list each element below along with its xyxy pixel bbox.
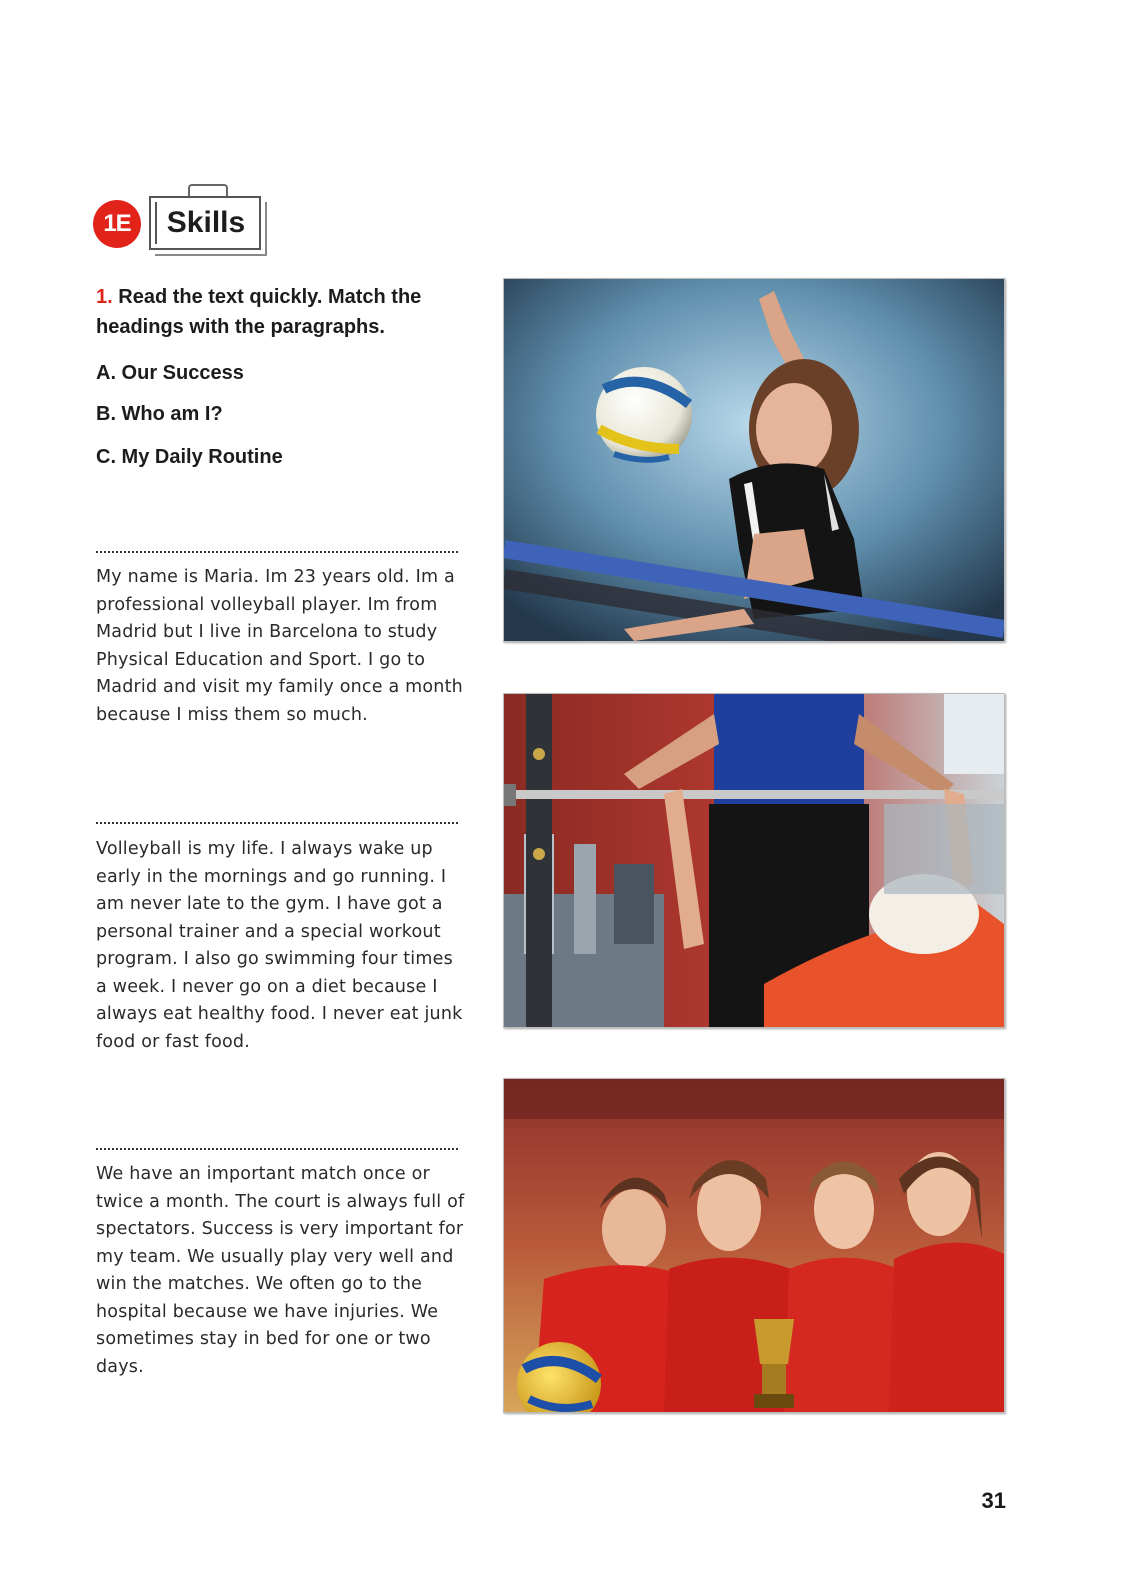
paragraph-1: My name is Maria. Im 23 years old. Im a professional volleyball player. Im from Madrid but I live in Barcelona to study Physical Education and Sport. I go to Madrid and visit my family once a month because I miss them so much.	[96, 567, 463, 725]
paragraph-3: We have an important match once or twice a month. The court is always full of spectators. Success is very important for my team. We usually play very well and win the matches. We often go to the hospital because we have injuries. We sometimes stay in bed for one or two days.	[96, 1164, 465, 1377]
briefcase-icon	[149, 196, 261, 250]
paragraph-2: Volleyball is my life. I always wake up early in the mornings and go running. I am never late to the gym. I have got a personal trainer and a special workout program. I also go swimming four times a week. I never go on a diet because I always eat healthy food. I never eat junk food or fast food.	[96, 839, 463, 1052]
section-title: Skills	[155, 202, 255, 244]
lesson-code-circle: 1E	[93, 200, 141, 248]
heading-option-a: A. Our Success	[96, 362, 244, 384]
exercise-instruction	[96, 282, 466, 342]
team-celebration-photo	[503, 1078, 1005, 1413]
answer-blank-3[interactable]	[96, 1148, 458, 1150]
exercise-number: 1.	[96, 286, 113, 308]
heading-option-c: C. My Daily Routine	[96, 446, 283, 468]
page-number: 31	[981, 1488, 1006, 1513]
heading-option-b: B. Who am I?	[96, 403, 223, 425]
volleyball-player-photo	[503, 278, 1005, 642]
answer-blank-1[interactable]	[96, 551, 458, 553]
lesson-badge	[93, 184, 263, 254]
exercise-instruction-text: Read the text quickly. Match the headings with the paragraphs.	[96, 286, 422, 338]
gym-workout-photo	[503, 693, 1005, 1028]
answer-blank-2[interactable]	[96, 822, 458, 824]
